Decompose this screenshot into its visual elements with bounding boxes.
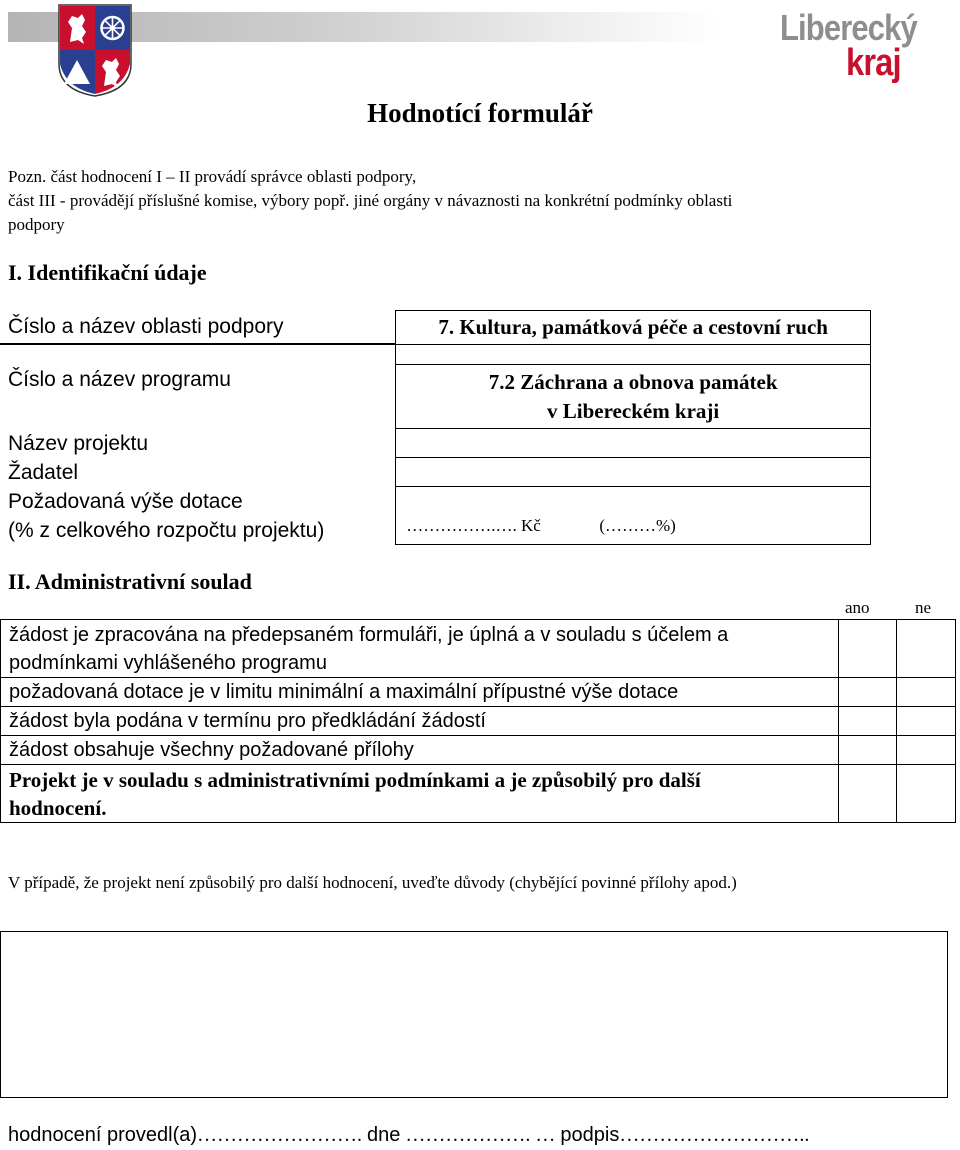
coat-of-arms-icon <box>56 2 134 98</box>
evaluated-by-label: hodnocení provedl(a) <box>8 1124 198 1146</box>
applicant-row <box>0 458 871 487</box>
spacer-row <box>0 345 871 365</box>
criterion-text-2: požadovaná dotace je v limitu minimální a maximální přípustné výše dotace <box>1 678 839 707</box>
grant-percent: (………%) <box>599 516 676 535</box>
area-label: Číslo a název oblasti podpory <box>0 311 396 344</box>
grant-row <box>0 487 871 545</box>
criterion-3-yes-checkbox[interactable] <box>839 707 897 736</box>
grant-value[interactable] <box>396 487 871 545</box>
criterion-text-summary: Projekt je v souladu s administrativními podmínkami a je způsobilý pro další hodnocení. <box>1 765 839 823</box>
criterion-text-4: žádost obsahuje všechny požadované přílohy <box>1 736 839 765</box>
column-head-yes: ano <box>845 598 870 617</box>
criterion-row-3 <box>1 707 956 736</box>
criterion-row-2 <box>1 678 956 707</box>
signature-field[interactable]: ……………………….. <box>619 1124 810 1146</box>
section-2-heading: II. Administrativní soulad <box>8 569 252 594</box>
evaluated-by-field[interactable]: ……………………. <box>197 1124 368 1146</box>
program-label: Číslo a název programu <box>8 367 231 391</box>
criterion-3-no-checkbox[interactable] <box>897 707 956 736</box>
logo-text-kraj: kraj <box>846 42 901 84</box>
note-line-1: Pozn. část hodnocení I – II provádí správce oblasti podpory, <box>8 167 417 186</box>
criterion-text-3: žádost byla podána v termínu pro předkládání žádostí <box>1 707 839 736</box>
criterion-row-summary <box>1 765 956 823</box>
signature-line <box>8 1124 809 1147</box>
applicant-value[interactable] <box>396 458 871 487</box>
grant-label: Požadovaná výše dotace (% z celkového rozpočtu projektu) <box>8 489 325 542</box>
date-label: dne <box>367 1124 401 1146</box>
criterion-row-1 <box>1 620 956 678</box>
project-label: Název projektu <box>8 431 149 455</box>
criterion-4-yes-checkbox[interactable] <box>839 736 897 765</box>
criterion-1-yes-checkbox[interactable] <box>839 620 897 678</box>
project-value[interactable] <box>396 429 871 458</box>
summary-no-checkbox[interactable] <box>897 765 956 823</box>
reason-textarea[interactable] <box>0 931 948 1098</box>
criterion-4-no-checkbox[interactable] <box>897 736 956 765</box>
signature-label: podpis <box>560 1124 620 1146</box>
section-1-heading: I. Identifikační údaje <box>8 260 207 285</box>
note-line-2: část III - provádějí příslušné komise, výbory popř. jiné orgány v návaznosti na konkrétní podmínky oblasti <box>8 191 733 210</box>
applicant-label: Žadatel <box>8 460 79 484</box>
summary-yes-checkbox[interactable] <box>839 765 897 823</box>
criterion-2-yes-checkbox[interactable] <box>839 678 897 707</box>
area-value: 7. Kultura, památková péče a cestovní ruch <box>396 311 871 345</box>
program-value: 7.2 Záchrana a obnova památek v Libereckém kraji <box>396 365 871 429</box>
admin-compliance-table <box>0 619 956 823</box>
reason-prompt: V případě, že projekt není způsobilý pro další hodnocení, uveďte důvody (chybějící povinné přílohy apod.) <box>8 873 737 892</box>
column-head-no: ne <box>915 598 932 617</box>
identification-table <box>0 310 871 545</box>
note-line-3: podpory <box>8 215 65 234</box>
date-field[interactable]: ………………. … <box>400 1124 561 1146</box>
region-logo <box>780 4 950 84</box>
criterion-row-4 <box>1 736 956 765</box>
document-title: Hodnotící formulář <box>367 98 593 128</box>
grant-amount: …………….…. Kč <box>406 516 541 535</box>
area-row <box>0 311 871 344</box>
project-row <box>0 429 871 458</box>
criterion-text-1: žádost je zpracována na předepsaném formuláři, je úplná a v souladu s účelem a podmínkami vyhlášeného programu <box>1 620 839 678</box>
logo-text-liberecky: Liberecký <box>780 7 917 48</box>
program-row <box>0 365 871 429</box>
criterion-1-no-checkbox[interactable] <box>897 620 956 678</box>
criterion-2-no-checkbox[interactable] <box>897 678 956 707</box>
